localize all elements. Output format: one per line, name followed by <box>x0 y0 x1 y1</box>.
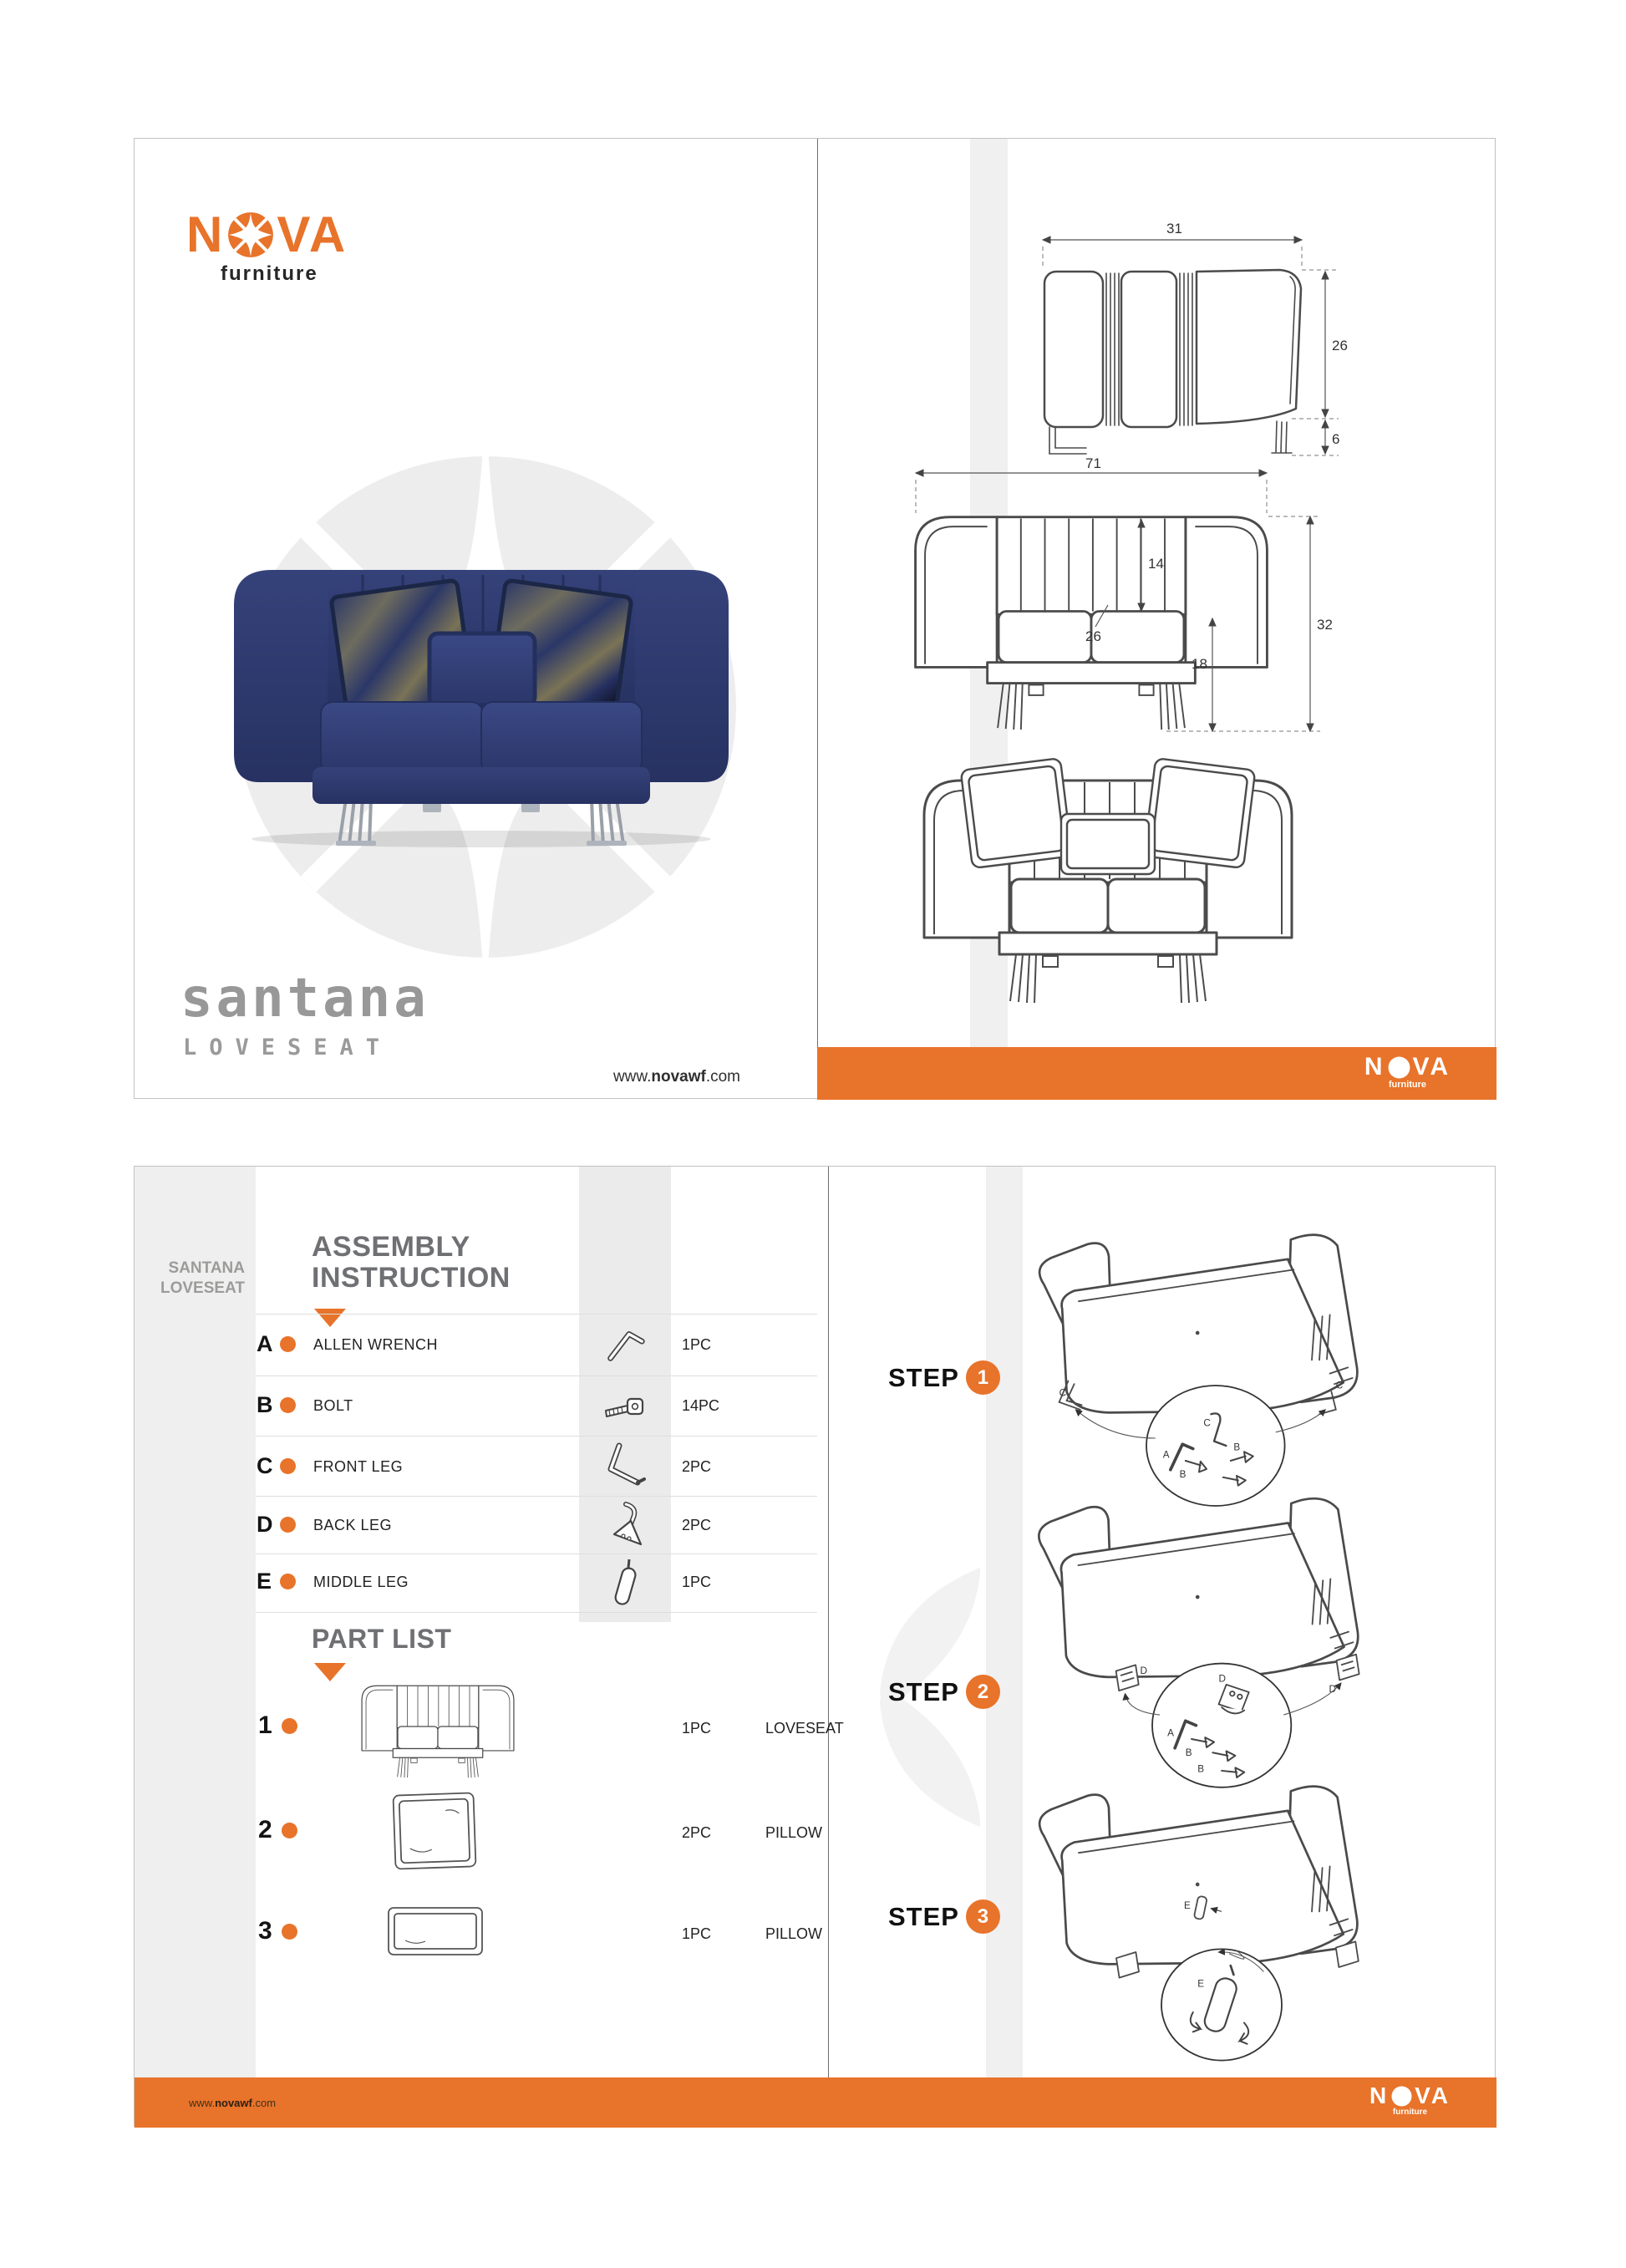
part-name: PILLOW <box>765 1824 823 1841</box>
step-number-badge: 3 <box>966 1899 1000 1934</box>
dimension-diagram-side <box>1033 218 1359 460</box>
bullet-dot <box>280 1574 296 1589</box>
svg-text:C: C <box>1059 1387 1067 1399</box>
bullet-dot <box>282 1718 297 1734</box>
part-list-title: PART LIST <box>312 1624 452 1654</box>
svg-text:E: E <box>1184 1899 1191 1911</box>
svg-text:B: B <box>1179 1468 1186 1480</box>
part-number: 3 <box>258 1917 272 1945</box>
hardware-qty: 14PC <box>682 1397 720 1414</box>
bullet-dot <box>280 1517 296 1533</box>
brand-tagline: furniture <box>221 262 318 285</box>
svg-text:B: B <box>1185 1747 1192 1758</box>
cover-footer-bar <box>817 1047 1496 1100</box>
bullet-dot <box>280 1336 296 1352</box>
row-separator <box>256 1436 817 1437</box>
hardware-letter: E <box>257 1569 272 1594</box>
step-3-label: STEP 3 <box>888 1899 1000 1934</box>
part-number: 2 <box>258 1816 272 1843</box>
hardware-letter: A <box>257 1331 273 1356</box>
step-2-illustration <box>995 1476 1388 1798</box>
row-separator <box>256 1314 817 1315</box>
hardware-letter: C <box>257 1453 273 1478</box>
step-1-illustration <box>995 1213 1388 1513</box>
svg-text:71: 71 <box>1085 458 1101 471</box>
nova-o-icon <box>1391 2086 1412 2107</box>
product-name: santana <box>180 968 429 1030</box>
footer-website: www.novawf.com <box>189 2097 277 2109</box>
sidebar-title-line1: SANTANA <box>168 1259 245 1277</box>
pillow-rect-thumbnail <box>384 1904 487 1959</box>
loveseat-photo <box>222 498 740 849</box>
hardware-qty: 2PC <box>682 1517 712 1533</box>
brand-name-right: VA <box>277 206 348 262</box>
page-divider <box>828 1167 829 2077</box>
part-qty: 2PC <box>682 1824 712 1841</box>
brand-logo <box>186 206 348 263</box>
sidebar-product-title <box>135 1259 245 1299</box>
footer-brand-logo: N VA furniture <box>1364 1053 1451 1090</box>
back-leg-icon <box>601 1499 649 1553</box>
bullet-dot <box>282 1924 297 1940</box>
row-separator <box>256 1612 817 1613</box>
part-number: 1 <box>258 1711 272 1739</box>
svg-text:B: B <box>1233 1442 1241 1453</box>
product-type: LOVESEAT <box>183 1035 393 1060</box>
step-number-badge: 2 <box>966 1675 1000 1709</box>
nova-o-icon <box>1388 1056 1410 1079</box>
footer-brand-logo: N VA furniture <box>1369 2082 1451 2117</box>
hardware-label: BACK LEG <box>313 1517 393 1533</box>
hardware-label: ALLEN WRENCH <box>313 1336 439 1353</box>
loveseat-thumbnail <box>321 1675 555 1778</box>
part-name: PILLOW <box>765 1925 823 1942</box>
svg-text:B: B <box>1197 1763 1205 1775</box>
hardware-letter: B <box>257 1392 273 1417</box>
svg-text:D: D <box>1218 1673 1227 1685</box>
step-2-label: STEP 2 <box>888 1675 1000 1709</box>
hardware-qty: 1PC <box>682 1336 712 1353</box>
website-bold: novawf <box>651 1068 706 1086</box>
cover-page <box>134 138 1496 1099</box>
triangle-marker <box>314 1309 346 1327</box>
nova-o-icon <box>227 211 274 258</box>
svg-text:26: 26 <box>1332 338 1348 353</box>
hardware-label: MIDDLE LEG <box>313 1574 409 1590</box>
step-number-badge: 1 <box>966 1360 1000 1395</box>
sidebar-title-line2: LOVESEAT <box>160 1279 245 1297</box>
bullet-dot <box>280 1458 296 1474</box>
assembly-page <box>134 1166 1496 2127</box>
hardware-label: BOLT <box>313 1397 353 1414</box>
part-qty: 1PC <box>682 1925 712 1942</box>
bullet-dot <box>282 1823 297 1838</box>
page-divider <box>817 139 818 1098</box>
assembly-footer-bar <box>135 2077 1496 2128</box>
bolt-icon <box>599 1382 651 1429</box>
part-name: LOVESEAT <box>765 1720 844 1737</box>
svg-text:D: D <box>1140 1665 1148 1677</box>
outline-diagram-pillows <box>916 724 1300 1008</box>
svg-text:6: 6 <box>1332 431 1340 447</box>
part-qty: 1PC <box>682 1720 712 1737</box>
allen-wrench-icon <box>601 1320 649 1369</box>
svg-text:26: 26 <box>1085 628 1101 644</box>
sidebar <box>135 1167 256 2077</box>
hardware-qty: 2PC <box>682 1458 712 1475</box>
svg-text:14: 14 <box>1148 556 1164 572</box>
brand-name-left: N <box>186 206 226 262</box>
step-3-illustration <box>995 1764 1388 2065</box>
website-prefix: www. <box>612 1068 652 1086</box>
assembly-title: ASSEMBLY INSTRUCTION <box>312 1231 511 1294</box>
website-url <box>527 1068 740 1086</box>
pillow-square-thumbnail <box>388 1789 481 1873</box>
svg-text:31: 31 <box>1166 221 1182 236</box>
hardware-qty: 1PC <box>682 1574 712 1590</box>
front-leg-icon <box>601 1441 649 1494</box>
svg-text:18: 18 <box>1192 656 1207 672</box>
svg-text:D: D <box>1329 1683 1336 1695</box>
bullet-dot <box>280 1397 296 1413</box>
hardware-label: FRONT LEG <box>313 1458 404 1475</box>
svg-text:C: C <box>1203 1417 1211 1429</box>
hardware-letter: D <box>257 1512 273 1537</box>
row-separator <box>256 1496 817 1497</box>
svg-text:C: C <box>1335 1380 1344 1391</box>
svg-text:32: 32 <box>1317 617 1333 633</box>
step-1-label: STEP 1 <box>888 1360 1000 1395</box>
svg-text:E: E <box>1197 1978 1204 1990</box>
svg-text:A: A <box>1167 1727 1174 1739</box>
website-suffix: .com <box>705 1068 740 1086</box>
svg-text:A: A <box>1162 1449 1170 1461</box>
dimension-diagram-front <box>882 458 1334 742</box>
middle-leg-icon <box>601 1554 649 1613</box>
